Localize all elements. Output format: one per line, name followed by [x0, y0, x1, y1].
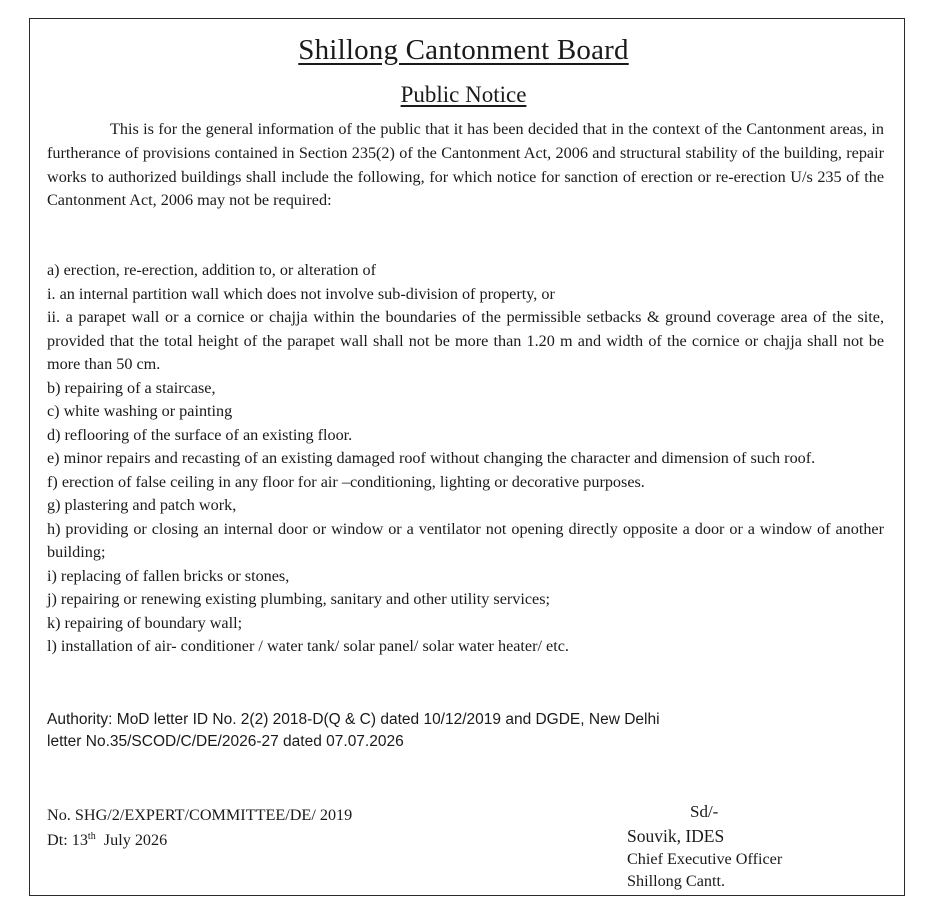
list-item: e) minor repairs and recasting of an existing damaged roof without changing the character and dimension of such roof.	[47, 449, 816, 467]
list-item: j) repairing or renewing existing plumbing, sanitary and other utility services;	[47, 590, 551, 608]
authority-line: letter No.35/SCOD/C/DE/2026-27 dated 07.07.2026	[47, 732, 404, 750]
list-item: i. an internal partition wall which does not involve sub-division of property, or	[47, 284, 555, 303]
date-day: Dt: 13	[47, 831, 88, 849]
list-item: k) repairing of boundary wall;	[47, 613, 243, 632]
list-item: l) installation of air- conditioner / water tank/ solar panel/ solar water heater/ etc.	[47, 637, 569, 655]
list-item: b) repairing of a staircase,	[47, 378, 216, 397]
list-item: h) providing or closing an internal door or window or a ventilator not opening directly opposite a door or a window of another building;	[47, 519, 884, 561]
signatory-name: Souvik, IDES	[627, 826, 725, 846]
signatory-office: Shillong Cantt.	[627, 872, 726, 890]
intro-paragraph: This is for the general information of the public that it has been decided that in the context of the Cantonment areas, in furtherance of provisions contained in Section 235(2) of the Cantonment Act, 2006 and structural stability of the building, repair works to authorized buildings shall include the following, for which notice for sanction of erection or re-erection U/s 235 of the Cantonment Act, 2006 may not be required:	[47, 120, 884, 210]
date-month-year: July 2026	[95, 831, 168, 849]
list-item: i) replacing of fallen bricks or stones,	[47, 566, 290, 585]
signed-mark: Sd/-	[690, 802, 719, 821]
notice-date	[47, 826, 352, 851]
signatory-title: Chief Executive Officer	[627, 850, 783, 868]
list-item: d) reflooring of the surface of an existing floor.	[47, 425, 353, 444]
reference-block	[47, 804, 352, 851]
authority-note	[47, 709, 847, 752]
works-list	[47, 259, 884, 659]
signatory-block	[627, 825, 782, 892]
notice-subtitle: Public Notice	[400, 82, 527, 107]
list-item: g) plastering and patch work,	[47, 496, 237, 514]
list-item: ii. a parapet wall or a cornice or chajja within the boundaries of the permissible setbacks & ground coverage area of the site, provided that the total height of the parapet wall shall not be more than 1.20 m and width of the cornice or chajja shall not be more than 50 cm.	[47, 308, 884, 373]
authority-line: Authority: MoD letter ID No. 2(2) 2018-D(Q & C) dated 10/12/2019 and DGDE, New Delhi	[47, 711, 660, 728]
notice-title: Shillong Cantonment Board	[298, 34, 629, 66]
reference-number: No. SHG/2/EXPERT/COMMITTEE/DE/ 2019	[47, 806, 353, 824]
list-item: c) white washing or painting	[47, 402, 233, 420]
list-item: a) erection, re-erection, addition to, or alteration of	[47, 261, 376, 279]
date-ordinal: th	[87, 831, 96, 842]
list-item: f) erection of false ceiling in any floor for air –conditioning, lighting or decorative purposes.	[47, 472, 645, 491]
